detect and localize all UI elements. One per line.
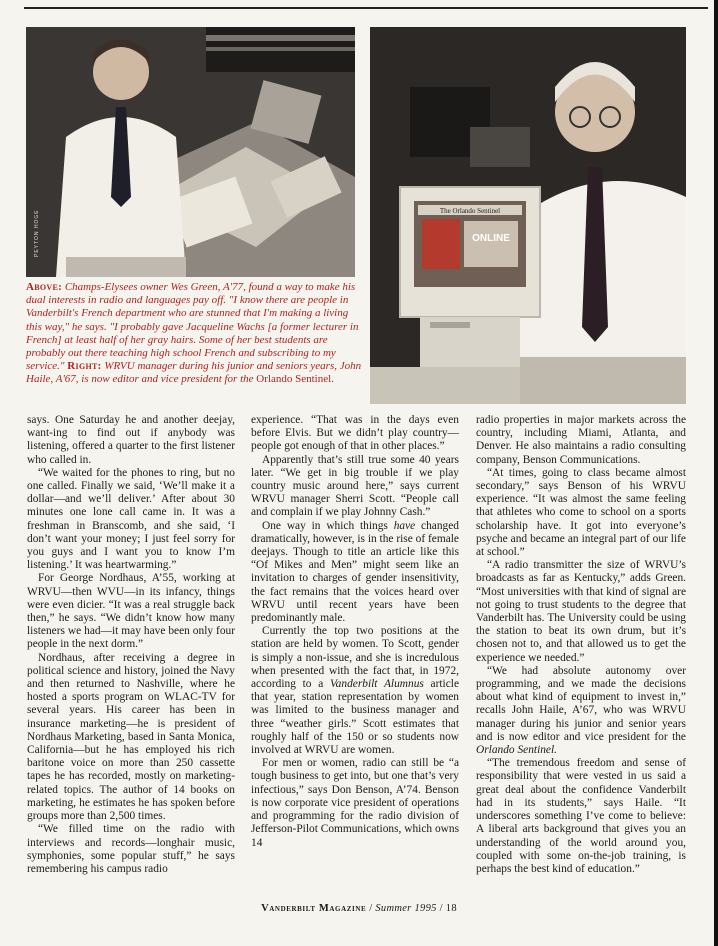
photo-john-haile xyxy=(370,27,686,404)
text-run: article that year, station representation by women was limited to the business manager and three “weather girls.” Scott estimates that roughly half of the 150 or so students now involved at WRVU are women. xyxy=(251,678,459,757)
paragraph: experience. “That was in the days even before Elvis. But we didn’t play country—people got enough of that in other places.” xyxy=(251,414,459,453)
article-column-1 xyxy=(27,414,235,892)
paragraph: For men or women, radio can still be “a tough business to get into, but one that’s very infectious,” says Don Benson, A’74. Benson is now corporate vice president of operations and programming for the radio division of Jefferson-Pilot Communications, which owns 14 xyxy=(251,757,459,849)
paragraph: “We filled time on the radio with interviews and records—longhair music, symphonies, some popular stuff,” he says remembering his campus radio xyxy=(27,823,235,875)
folio-separator: / xyxy=(439,903,446,914)
paragraph: radio properties in major markets across the country, including Miami, Atlanta, and Denver. He also maintains a radio consulting company, Benson Communications. xyxy=(476,414,686,466)
caption-right-pub: Orlando Sentinel. xyxy=(256,373,334,386)
emphasis: have xyxy=(393,519,416,532)
paragraph xyxy=(251,520,459,626)
text-run: Currently the top two positions at the station are held by women. To Scott, gender is simply a non-issue, and she is incredulous when presented with the fact that, in 1972, according to a xyxy=(251,625,459,691)
article-column-3 xyxy=(476,414,686,892)
page-number: 18 xyxy=(445,903,457,914)
paragraph: “At times, going to class became almost secondary,” says Benson of his WRVU experience. “It was almost the same feeling that athletes who come to school on a sports scholarship have. It got into everyone’s psyche and became an integral part of our life at school.” xyxy=(476,466,686,559)
photo-caption xyxy=(26,281,364,387)
photo-wes-green xyxy=(26,27,355,277)
caption-right-label: Right: xyxy=(67,360,102,373)
screen-header-text: The Orlando Sentinel xyxy=(439,207,501,215)
text-run: “We had absolute autonomy over programming, and we made the decisions about what kind of equipment to invest in,” recalls John Haile, A’67, who was WRVU manager during his junior and senior years and is now editor and vice president for the xyxy=(476,664,686,743)
caption-above-label: Above: xyxy=(26,281,63,293)
paragraph: Nordhaus, after receiving a degree in political science and history, joined the Navy and then returned to Nashville, where he hosted a sports program on WLAC-TV for several years. His career has been in insurance marketing—he is president of Nordhaus Marketing, based in Santa Monica, California—but he has employed his rich baritone voice on more than 250 cassette tapes he has recorded, mostly on marketing-related topics. The author of 14 books on marketing, he estimates he has spoken before groups more than 2,500 times. xyxy=(27,651,235,823)
paragraph xyxy=(476,665,686,757)
screen-sub-text: ONLINE xyxy=(472,233,510,244)
photo-credit: PEYTON HOGE xyxy=(34,209,40,257)
paragraph xyxy=(251,625,459,757)
page-folio xyxy=(0,903,718,914)
article-column-2 xyxy=(251,414,459,892)
text-run: changed dramatically, however, is in the rise of female deejays. Though to title an article like this “Of Mikes and Men” might seem like an invitation to charges of gender insensitivity, the fact remains that the voices heard over WRVU until recent years have been predominantly male. xyxy=(251,519,459,625)
top-rule xyxy=(24,7,708,9)
emphasis: Vanderbilt Alumnus xyxy=(329,678,424,691)
page-edge xyxy=(714,0,718,946)
issue-date: Summer 1995 xyxy=(375,903,437,914)
magazine-name: Vanderbilt Magazine xyxy=(261,903,367,914)
caption-right-text: WRVU manager during his junior and seniors years, John Haile, A'67, is now editor and vice president for the xyxy=(26,360,362,386)
paragraph: For George Nordhaus, A’55, working at WRVU—then WVU—in its infancy, things were even dicier. “It was a real struggle back then,” he says. “We didn’t know how many listeners we had—it may have been only four people in the next dorm.” xyxy=(27,572,235,651)
paragraph: “We waited for the phones to ring, but no one called. Finally we said, ‘We’ll make it a dollar—and we’ll deliver.’ After about 30 minutes one lone call came in. It was a freshman in Branscomb, and she said, ‘I don’t want your money; I just feel sorry for you guys and I want you to know I’m listening.’ It was heartwarming.” xyxy=(27,466,235,572)
photo-wes-green-illustration xyxy=(26,27,355,277)
paragraph: Apparently that’s still true some 40 years later. “We get in big trouble if we play country music around here,” says current WRVU manager Sherri Scott. “People call and complain if we play Johnny Cash.” xyxy=(251,453,459,519)
paragraph: says. One Saturday he and another deejay, want-ing to find out if anybody was listening, offered a quarter to the first listener who called in. xyxy=(27,414,235,466)
folio-separator: / xyxy=(369,903,376,914)
paragraph: “The tremendous freedom and sense of responsibility that were vested in us said a great deal about the confidence Vanderbilt had in its students,” says Haile. “It underscores something I’ve come to believe: A liberal arts background that gives you an understanding of the world around you, coupled with some on-the-job training, is perhaps the best kind of education.” xyxy=(476,757,686,875)
paragraph: “A radio transmitter the size of WRVU’s broadcasts as far as Kentucky,” adds Green. “Most universities with that kind of signal are not going to trust students to the degree that Vanderbilt has. The University could be using the station to beat its own drum, but it’s chosen not to, and that allowed us to get the experience we needed.” xyxy=(476,559,686,664)
text-run: One way in which things xyxy=(262,519,394,532)
emphasis: Orlando Sentinel. xyxy=(476,744,557,757)
caption-above-text: Champs-Elysees owner Wes Green, A'77, found a way to make his dual interests in radio and languages pay off. "I know there are people in Vanderbilt's French department who are stunned that I'm making a living this way," he says. "I probably gave Jacqueline Wachs [a former lecturer in French] at least half of her gray hairs. Some of her best students are probably out there teaching high school French and subscribing to my service." xyxy=(26,281,359,373)
photo-john-haile-illustration xyxy=(370,27,686,404)
